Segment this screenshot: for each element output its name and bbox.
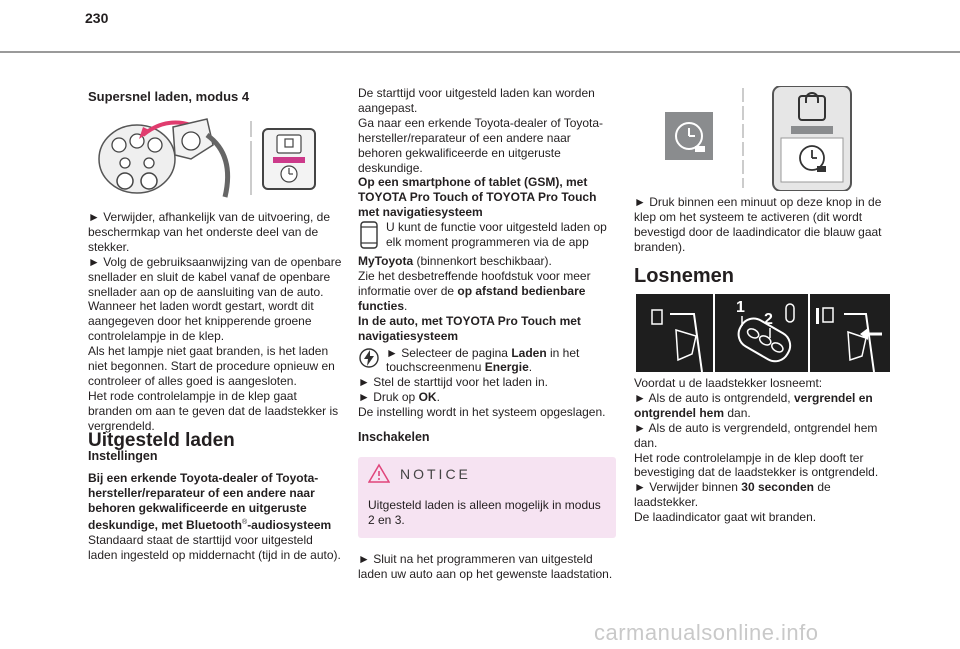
heading-supersnel: Supersnel laden, modus 4 bbox=[88, 89, 250, 104]
notice-header bbox=[368, 463, 606, 486]
page-number: 230 bbox=[85, 10, 109, 26]
para-setting-saved: De instelling wordt in het systeem opgeslagen. bbox=[358, 405, 606, 420]
step-press-button: ► Druk binnen een minuut op deze knop in de klep om het systeem te activeren (dit wordt bevestigd door de laadindicator die blauw gaat branden). bbox=[634, 195, 882, 254]
notice-box bbox=[358, 457, 616, 538]
energy-menu-row bbox=[358, 346, 616, 376]
smartphone-icon bbox=[358, 220, 380, 254]
watermark: carmanualsonline.info bbox=[594, 620, 819, 645]
column-2 bbox=[358, 86, 616, 581]
step-remove-cap: ► Verwijder, afhankelijk van de uitvoering, de beschermkap van het onderste deel van de stekker. bbox=[88, 210, 331, 254]
para-see-chapter: Zie het desbetreffende hoofdstuk voor meer informatie over de op afstand bedienbare functies. bbox=[358, 268, 591, 313]
para-red-lamp-off: Het rode controlelampje in de klep dooft ter bevestiging dat de laadstekker is ontgrendeld. bbox=[634, 450, 879, 480]
energy-icon bbox=[358, 346, 380, 374]
para-red-lamp: Het rode controlelampje in de klep gaat branden om aan te geven dat de laadstekker is vergrendeld. bbox=[88, 388, 339, 433]
step-follow-instructions: ► Volg de gebruiksaanwijzing van de openbare snellader en sluit de kabel vanaf de openbare snellader aan op de aansluiting van de auto. bbox=[88, 254, 342, 299]
para-lamp-not-lit: Als het lampje niet gaat branden, is het laden niet begonnen. Start de procedure opnieuw en controleer of alles goed is aangesloten. bbox=[88, 344, 335, 388]
para-visit-dealer: Ga naar een erkende Toyota-dealer of Toyota-hersteller/reparateur of een andere naar behoren gekwalificeerde en uitgeruste deskundige. bbox=[358, 115, 604, 175]
para-dealer-bluetooth: Bij een erkende Toyota-dealer of Toyota-hersteller/reparateur of een andere naar behoren gekwalificeerde en uitgeruste deskundige, met Bluetooth®-audiosysteem bbox=[88, 471, 332, 533]
para-indicator-white: De laadindicator gaat wit branden. bbox=[634, 510, 817, 525]
notice-title: NOTICE bbox=[400, 465, 471, 482]
step-connect-after: ► Sluit na het programmeren van uitgesteld laden uw auto aan op het gewenste laadstation. bbox=[358, 551, 613, 581]
heading-smartphone: Op een smartphone of tablet (GSM), met TOYOTA Pro Touch of TOYOTA Pro Touch met navigatiesysteem bbox=[358, 175, 597, 220]
fig-label-2: 2 bbox=[764, 311, 773, 328]
notice-text: Uitgesteld laden is alleen mogelijk in modus 2 en 3. bbox=[368, 497, 601, 527]
step-if-unlocked: ► Als de auto is ontgrendeld, vergrendel en ontgrendel hem dan. bbox=[634, 390, 873, 420]
subsection-inschakelen: Inschakelen bbox=[358, 430, 430, 445]
unlock-illustration bbox=[636, 294, 890, 372]
column-1-body bbox=[88, 210, 343, 563]
para-app: MyToyota (binnenkort beschikbaar). bbox=[358, 254, 552, 269]
column-1 bbox=[88, 90, 343, 105]
para-charging-started: Wanneer het laden wordt gestart, wordt dit aangegeven door het knipperende groene controlelampje in de klep. bbox=[88, 299, 314, 344]
subsection-instellingen: Instellingen bbox=[88, 448, 158, 463]
charging-socket-illustration bbox=[95, 115, 330, 200]
step-press-ok: ► Druk op OK. bbox=[358, 390, 440, 405]
column-3-body bbox=[634, 376, 890, 525]
header-rule bbox=[0, 51, 960, 53]
step-remove-plug: ► Verwijder binnen 30 seconden de laadstekker. bbox=[634, 480, 831, 510]
phone-app-text: U kunt de functie voor uitgesteld laden op elk moment programmeren via de app bbox=[386, 220, 607, 250]
para-adjust-time: De starttijd voor uitgesteld laden kan worden aangepast. bbox=[358, 86, 595, 115]
para-default-time: Standaard staat de starttijd voor uitgesteld laden ingesteld op middernacht (tijd in de auto). bbox=[88, 533, 341, 562]
para-before-removing: Voordat u de laadstekker losneemt: bbox=[634, 376, 823, 390]
heading-in-car: In de auto, met TOYOTA Pro Touch met navigatiesysteem bbox=[358, 313, 581, 343]
activate-button-illustration bbox=[665, 86, 855, 191]
column-3 bbox=[634, 195, 890, 296]
step-if-locked: ► Als de auto is vergrendeld, ontgrendel hem dan. bbox=[634, 420, 878, 450]
fig-label-1: 1 bbox=[736, 299, 745, 316]
section-uitgesteld-laden: Uitgesteld laden bbox=[88, 429, 235, 451]
section-losnemen: Losnemen bbox=[634, 264, 735, 287]
step-set-start-time: ► Stel de starttijd voor het laden in. bbox=[358, 375, 548, 390]
warning-triangle-icon bbox=[368, 463, 390, 486]
phone-info-row bbox=[358, 220, 616, 254]
select-charging-page: ► Selecteer de pagina Laden in het touchscreenmenu Energie. bbox=[386, 345, 580, 375]
